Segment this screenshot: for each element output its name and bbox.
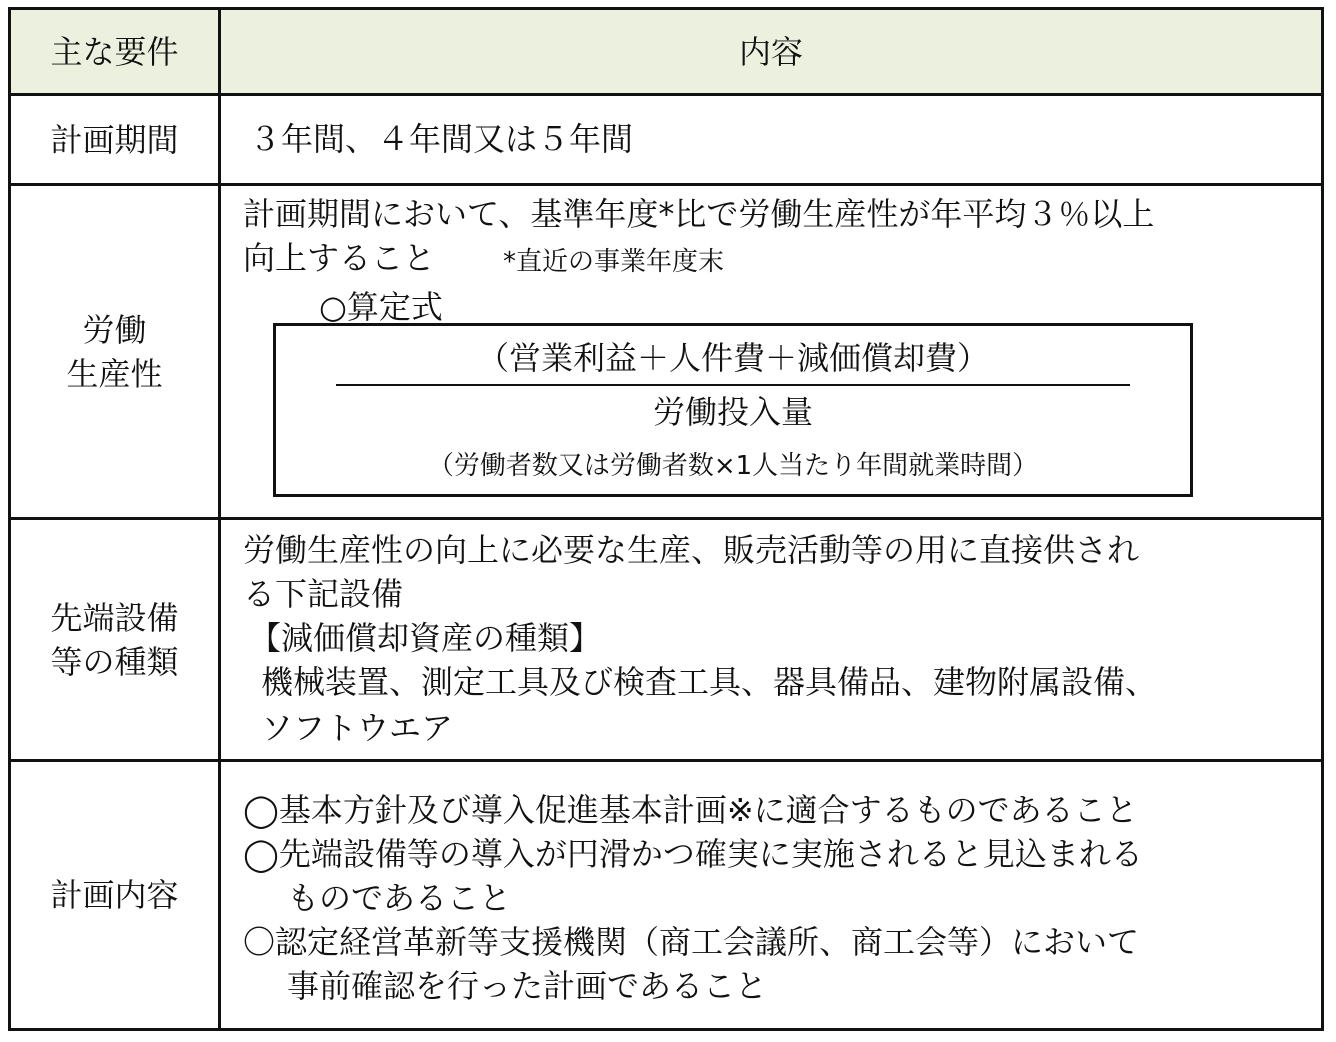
plan-item2b: ものであること xyxy=(287,879,512,917)
formula-title: ○算定式 xyxy=(319,288,443,326)
plan-row xyxy=(11,762,1321,1028)
equipment-category: 【減価償却資産の種類】 xyxy=(249,619,602,657)
productivity-line2: 向上すること xyxy=(243,239,436,277)
plan-item2a: ◯先端設備等の導入が円滑かつ確実に実施されると見込まれる xyxy=(243,835,1143,873)
productivity-label: 労働 生産性 xyxy=(66,310,163,393)
header-content-text: 内容 xyxy=(738,32,803,71)
productivity-note: *直近の事業年度末 xyxy=(503,247,725,277)
plan-item3b: 事前確認を行った計画であること xyxy=(287,967,768,1005)
header-cell-content xyxy=(221,10,1321,93)
plan-content-cell xyxy=(221,762,1321,1028)
period-text: ３年間、４年間又は５年間 xyxy=(249,120,634,158)
productivity-row xyxy=(11,186,1321,520)
equipment-line1: 労働生産性の向上に必要な生産、販売活動等の用に直接供され xyxy=(243,531,1140,569)
productivity-line1: 計画期間において、基準年度*比で労働生産性が年平均３％以上 xyxy=(243,195,1155,233)
plan-label: 計画内容 xyxy=(50,876,179,914)
header-cell-requirement xyxy=(11,10,221,93)
period-label: 計画期間 xyxy=(50,120,179,159)
requirements-table xyxy=(8,7,1324,1031)
fraction-line xyxy=(336,384,1130,386)
equipment-line2: る下記設備 xyxy=(243,575,404,613)
plan-item1: ◯基本方針及び導入促進基本計画※に適合するものであること xyxy=(243,791,1138,829)
equipment-label: 先端設備 等の種類 xyxy=(50,598,179,681)
productivity-content-cell xyxy=(221,186,1321,517)
header-requirement-text: 主な要件 xyxy=(50,32,179,71)
period-row xyxy=(11,96,1321,186)
plan-item3a: 〇認定経営革新等支援機関（商工会議所、商工会等）において xyxy=(243,923,1140,961)
period-label-cell xyxy=(11,96,221,183)
equipment-content-cell xyxy=(221,520,1321,759)
formula-denominator: 労働投入量 xyxy=(652,393,813,431)
header-row xyxy=(11,10,1321,96)
equipment-label-cell xyxy=(11,520,221,759)
productivity-label-cell xyxy=(11,186,221,517)
equipment-items2: ソフトウエア xyxy=(261,709,454,747)
formula-box xyxy=(273,323,1193,497)
formula-numerator: （営業利益＋人件費＋減価償却費） xyxy=(476,339,989,377)
plan-label-cell xyxy=(11,762,221,1028)
period-content-cell xyxy=(221,96,1321,183)
formula-denominator-note: （労働者数又は労働者数×1人当たり年間就業時間） xyxy=(427,451,1039,481)
equipment-row xyxy=(11,520,1321,762)
equipment-items1: 機械装置、測定工具及び検査工具、器具備品、建物附属設備、 xyxy=(261,663,1158,701)
